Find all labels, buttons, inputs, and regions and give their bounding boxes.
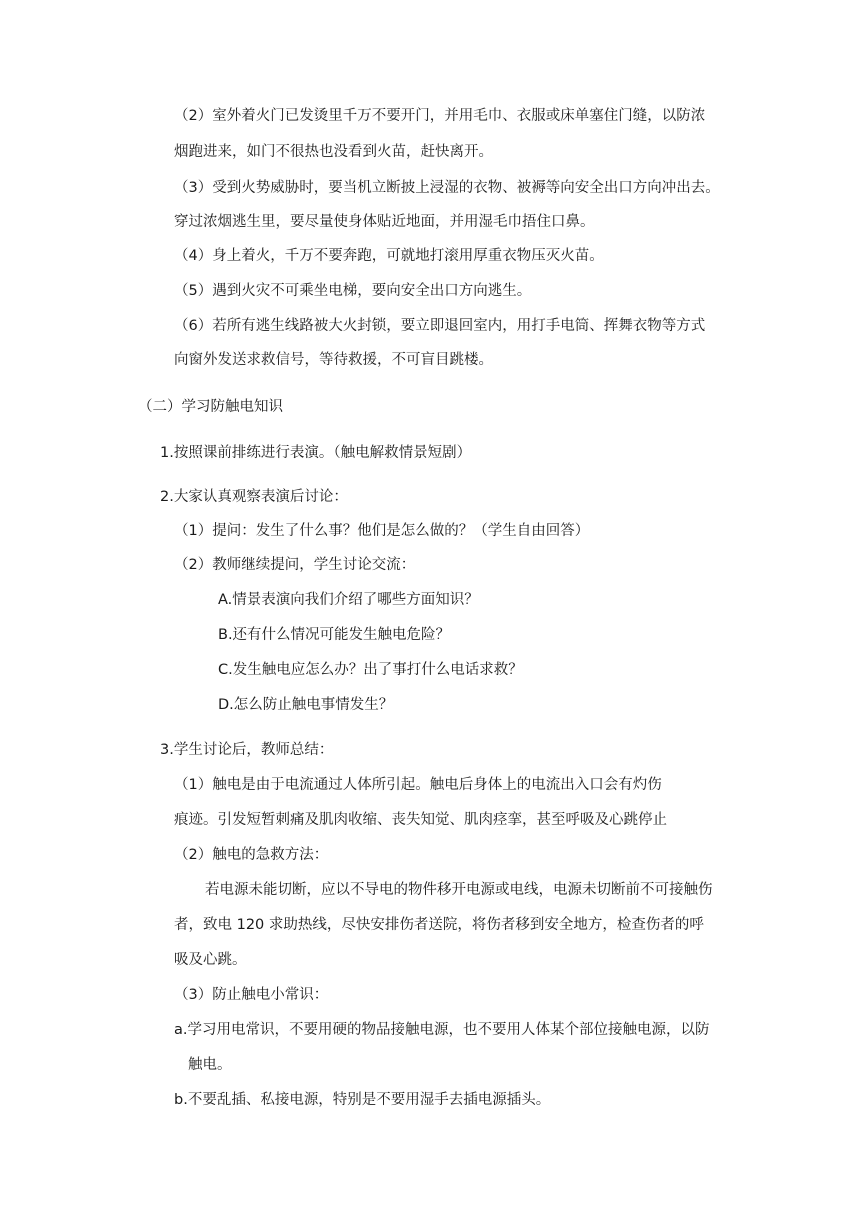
section-heading: （二）学习防触电知识 bbox=[138, 399, 283, 415]
discussion-item-d: D.怎么防止触电事情发生？ bbox=[218, 697, 394, 713]
fire-tip-3-line-1: （3）受到火势威胁时，要当机立断披上浸湿的衣物、被褥等向安全出口方向冲出去。 bbox=[174, 180, 720, 196]
step-2-question-1: （1）提问：发生了什么事？他们是怎么做的？（学生自由回答） bbox=[174, 523, 590, 539]
safety-tip-a-line-1: a.学习用电常识，不要用硬的物品接触电源，也不要用人体某个部位接触电源，以防 bbox=[174, 1022, 710, 1038]
step-3: 3.学生讨论后，教师总结： bbox=[160, 742, 334, 758]
step-2: 2.大家认真观察表演后讨论： bbox=[160, 489, 348, 505]
fire-tip-2-line-1: （2）室外着火门已发烫里千万不要开门，并用毛巾、衣服或床单塞住门缝，以防浓 bbox=[174, 108, 706, 124]
fire-tip-5: （5）遇到火灾不可乘坐电梯，要向安全出口方向逃生。 bbox=[174, 283, 532, 299]
discussion-item-a: A.情景表演向我们介绍了哪些方面知识？ bbox=[218, 592, 479, 608]
fire-tip-6-line-1: （6）若所有逃生线路被大火封锁，要立即退回室内，用打手电筒、挥舞衣物等方式 bbox=[174, 318, 706, 334]
fire-tip-3-line-2: 穿过浓烟逃生里，要尽量使身体贴近地面，并用湿毛巾捂住口鼻。 bbox=[174, 214, 595, 230]
discussion-item-b: B.还有什么情况可能发生触电危险？ bbox=[218, 627, 451, 643]
first-aid-line-3: 吸及心跳。 bbox=[174, 952, 247, 968]
safety-tip-a-line-2: 触电。 bbox=[188, 1057, 232, 1073]
summary-2-heading: （2）触电的急救方法： bbox=[174, 847, 329, 863]
first-aid-line-1: 若电源未能切断，应以不导电的物件移开电源或电线，电源未切断前不可接触伤 bbox=[205, 882, 713, 898]
fire-tip-4: （4）身上着火，千万不要奔跑，可就地打滚用厚重衣物压灭火苗。 bbox=[174, 248, 604, 264]
fire-tip-2-line-2: 烟跑进来，如门不很热也没看到火苗，赶快离开。 bbox=[174, 144, 493, 160]
discussion-item-c: C.发生触电应怎么办？出了事打什么电话求救？ bbox=[218, 662, 523, 678]
fire-tip-6-line-2: 向窗外发送求救信号，等待救援，不可盲目跳楼。 bbox=[174, 352, 493, 368]
safety-tip-b: b.不要乱插、私接电源，特别是不要用湿手去插电源插头。 bbox=[174, 1092, 551, 1108]
summary-1-line-2: 痕迹。引发短暂刺痛及肌肉收缩、丧失知觉、肌肉痉挛，甚至呼吸及心跳停止 bbox=[174, 812, 667, 828]
summary-1-line-1: （1）触电是由于电流通过人体所引起。触电后身体上的电流出入口会有灼伤 bbox=[174, 777, 662, 793]
step-1: 1.按照课前排练进行表演。（触电解救情景短剧） bbox=[160, 445, 472, 461]
first-aid-line-2: 者，致电 120 求助热线，尽快安排伤者送院，将伤者移到安全地方，检查伤者的呼 bbox=[174, 917, 704, 933]
summary-3-heading: （3）防止触电小常识： bbox=[174, 987, 329, 1003]
step-2-question-2: （2）教师继续提问，学生讨论交流： bbox=[174, 557, 416, 573]
